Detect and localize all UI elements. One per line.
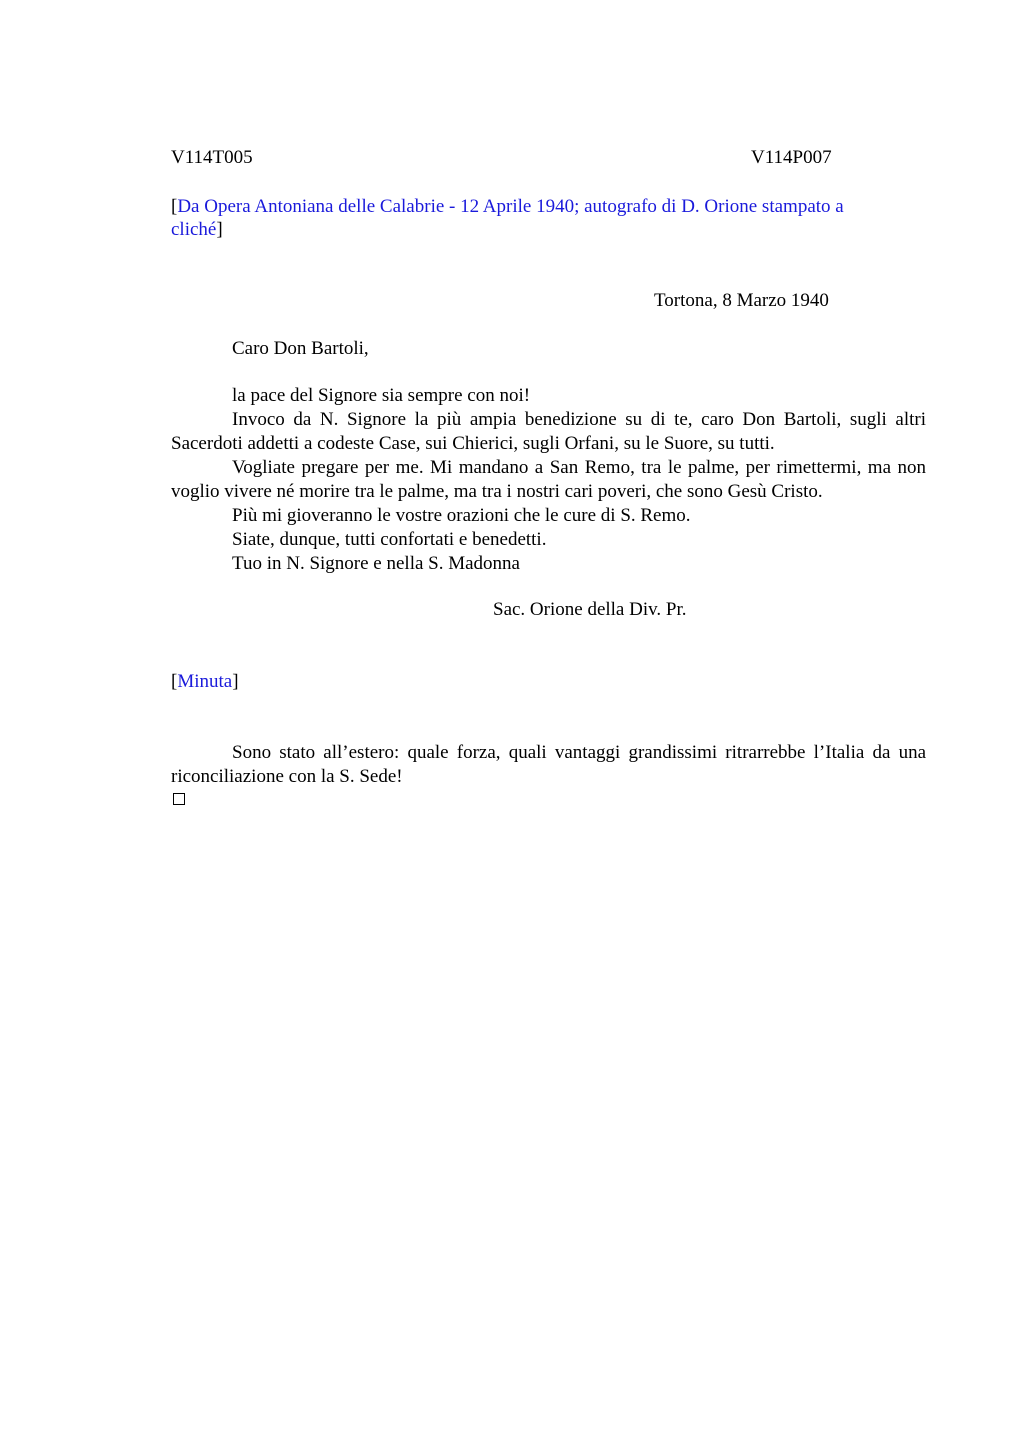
document-code-right: V114P007 xyxy=(751,147,832,168)
salutation: Caro Don Bartoli, xyxy=(232,338,369,359)
end-square-icon xyxy=(173,793,185,805)
minuta-paragraph: Sono stato all’estero: quale forza, quali vantaggi grandissimi ritrarrebbe l’Italia da una riconciliazione con la S. Sede! xyxy=(171,742,926,787)
source-note xyxy=(171,195,844,219)
minuta-body xyxy=(171,741,926,789)
letter-body xyxy=(171,384,926,576)
place-date: Tortona, 8 Marzo 1940 xyxy=(654,290,829,311)
bracket-close: ] xyxy=(232,671,239,692)
source-note-text-2: cliché xyxy=(171,219,217,240)
letter-paragraph: Vogliate pregare per me. Mi mandano a San Remo, tra le palme, per rimettermi, ma non voglio vivere né morire tra le palme, ma tra i nostri cari poveri, che sono Gesù Cristo. xyxy=(171,457,926,502)
letter-paragraph: Tuo in N. Signore e nella S. Madonna xyxy=(232,553,520,574)
letter-paragraph: Più mi gioveranno le vostre orazioni che le cure di S. Remo. xyxy=(232,505,691,526)
letter-paragraph: Invoco da N. Signore la più ampia benedizione su di te, caro Don Bartoli, sugli altri Sacerdoti addetti a codeste Case, sui Chierici, sugli Orfani, su le Suore, su tutti. xyxy=(171,409,926,454)
bracket-close: ] xyxy=(216,219,223,240)
source-note-continued xyxy=(171,218,223,242)
source-note-text: Da Opera Antoniana delle Calabrie - 12 Aprile 1940; autografo di D. Orione stampato a xyxy=(177,196,844,217)
letter-paragraph: Siate, dunque, tutti confortati e benedetti. xyxy=(232,529,547,550)
letter-paragraph: la pace del Signore sia sempre con noi! xyxy=(232,385,531,406)
document-code-left: V114T005 xyxy=(171,147,253,168)
bracket-open: [ xyxy=(171,196,178,217)
bracket-open: [ xyxy=(171,671,178,692)
minuta-note xyxy=(171,670,239,694)
signature: Sac. Orione della Div. Pr. xyxy=(493,599,687,620)
minuta-note-text: Minuta xyxy=(177,671,233,692)
